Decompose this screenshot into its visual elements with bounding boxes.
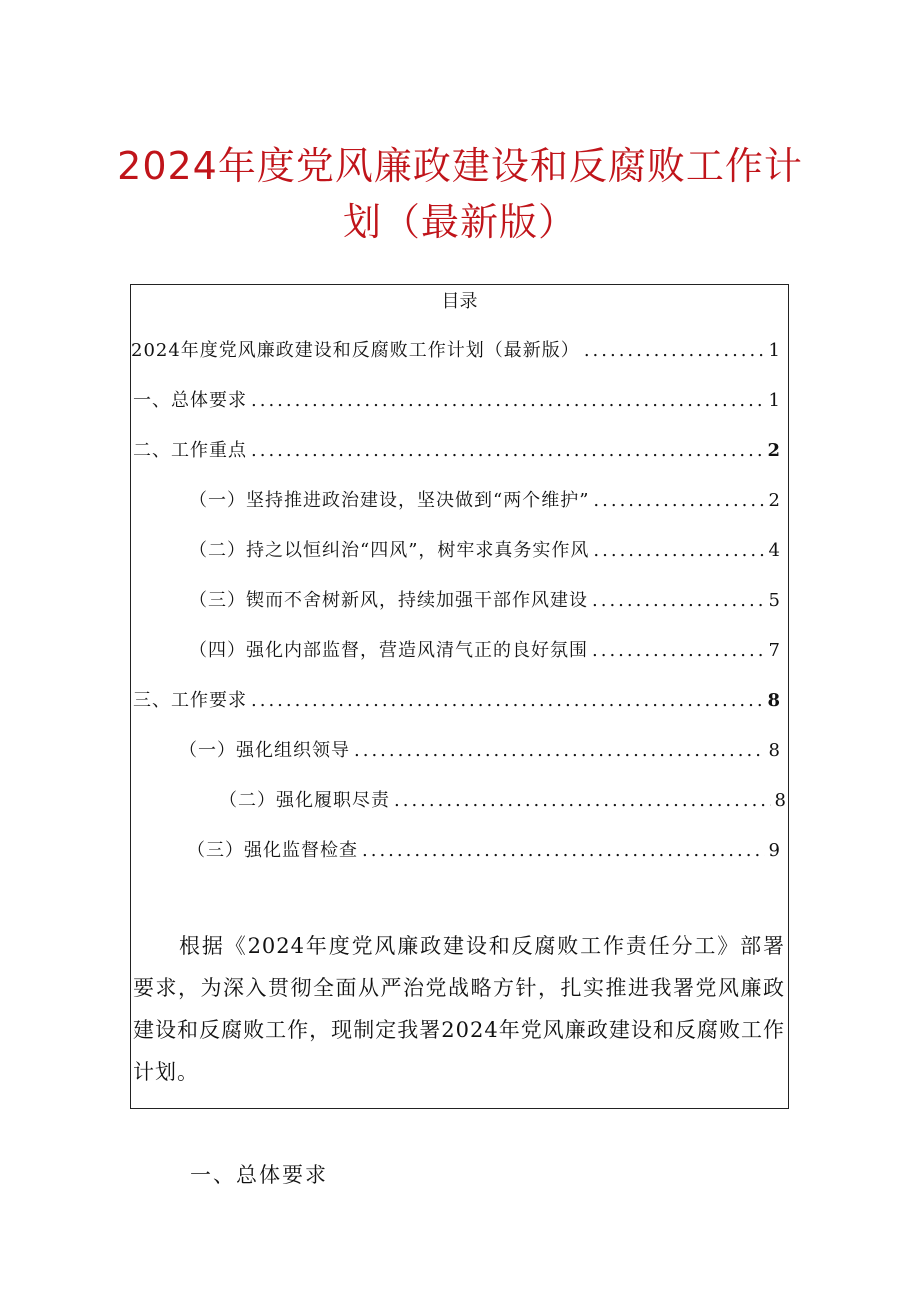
toc-heading: 目录 [441,291,478,312]
intro-paragraph: 根据《2024年度党风廉政建设和反腐败工作责任分工》部署要求，为深入贯彻全面从严治党战略方针，扎实推进我署党风廉政建设和反腐败工作，现制定我署2024年党风廉政建设和反腐败工作计划。 [133,934,785,1084]
toc-entry[interactable] [133,689,780,713]
toc-entry-page: 7 [768,640,780,661]
toc-entry-text: （四）强化内部监督，营造风清气正的良好氛围 [189,640,588,661]
toc-entry-text: （二）强化履职尽责 [219,790,390,811]
toc-entry-text: （二）持之以恒纠治“四风”，树牢求真务实作风 [189,540,590,561]
toc-entry[interactable] [131,339,780,363]
toc-entry[interactable] [189,539,780,563]
toc-entry-text: （一）强化组织领导 [179,740,350,761]
toc-leader [354,739,765,763]
toc-entry[interactable] [133,439,780,463]
toc-entry-text: 一、总体要求 [133,390,247,411]
toc-leader [362,839,765,863]
toc-entry-text: 二、工作重点 [133,440,247,461]
table-of-contents [130,284,789,1109]
toc-entry-text: （三）锲而不舍树新风，持续加强干部作风建设 [189,590,588,611]
toc-entry-page: 8 [767,690,780,711]
toc-entry[interactable] [189,589,780,613]
toc-entry-page: 8 [774,790,786,811]
toc-leader [251,439,763,463]
toc-entry-page: 5 [768,590,780,611]
toc-entry-page: 1 [768,340,780,361]
toc-entry-page: 9 [768,840,780,861]
toc-entry-page: 8 [768,740,780,761]
toc-entry-page: 4 [768,540,780,561]
toc-leader [592,639,765,663]
toc-entry[interactable] [187,839,780,863]
toc-leader [394,789,771,813]
toc-entry-page: 2 [767,440,780,461]
toc-entry[interactable] [133,389,780,413]
toc-entry[interactable] [189,489,780,513]
toc-leader [593,539,764,563]
toc-entry-text: 2024年度党风廉政建设和反腐败工作计划（最新版） [131,340,580,361]
toc-entry-text: 三、工作要求 [133,690,247,711]
toc-entry-page: 2 [768,490,780,511]
toc-entry[interactable] [219,789,786,813]
section-heading: 一、总体要求 [190,1163,328,1187]
toc-leader [593,489,764,513]
toc-leader [584,339,765,363]
toc-leader [251,389,765,413]
toc-entry[interactable] [189,639,780,663]
toc-entry-text: （一）坚持推进政治建设，坚决做到“两个维护” [189,490,590,511]
toc-entry-text: （三）强化监督检查 [187,840,358,861]
toc-leader [251,689,763,713]
document-title: 2024年度党风廉政建设和反腐败工作计划（最新版） [117,144,803,244]
toc-entry[interactable] [179,739,780,763]
toc-leader [592,589,765,613]
toc-entry-page: 1 [768,390,780,411]
